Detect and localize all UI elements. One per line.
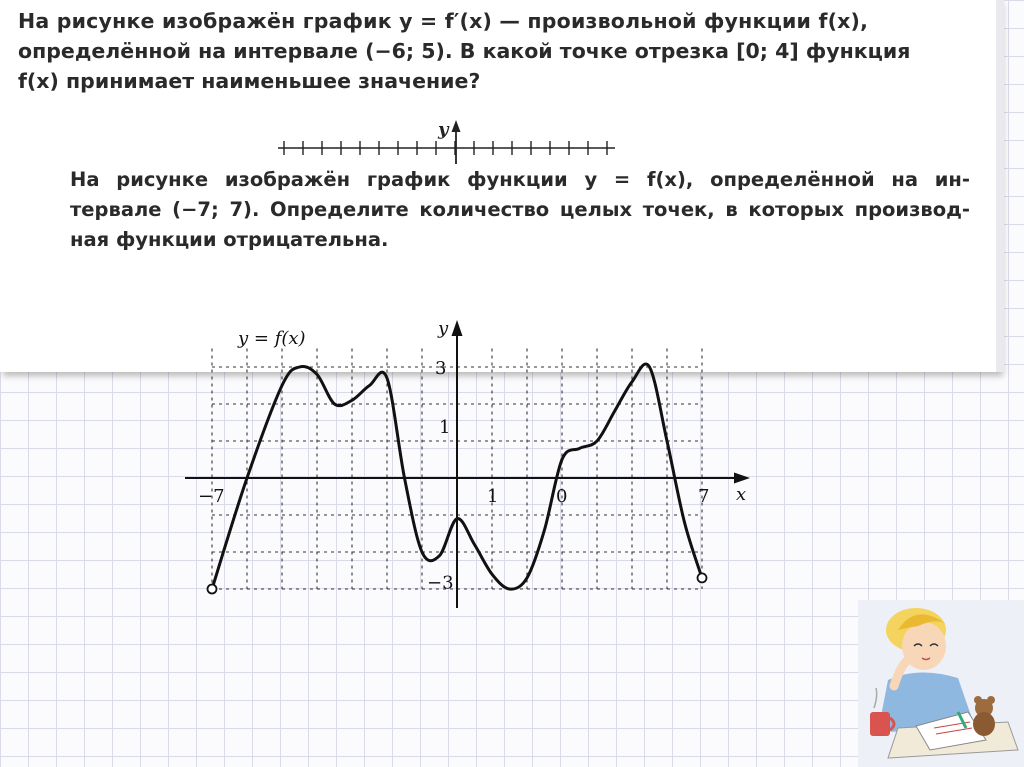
open-endpoint bbox=[698, 573, 707, 582]
problem-2-line-3: ная функции отрицательна. bbox=[70, 228, 389, 251]
open-endpoint bbox=[208, 585, 217, 594]
problem-1-text bbox=[18, 6, 988, 96]
y-axis-label: y bbox=[438, 318, 449, 339]
y-tick-label: −3 bbox=[427, 572, 454, 594]
problem-2-line-2: тервале (−7; 7). Определите количество целых точек, в которых производ- bbox=[70, 198, 970, 221]
y-tick-label: 1 bbox=[439, 417, 451, 439]
ruler-y-arrow-icon bbox=[452, 120, 461, 132]
problem-1-line-3: f(x) принимает наименьшее значение? bbox=[18, 69, 481, 93]
function-chart bbox=[170, 310, 770, 610]
ruler-y-label: y bbox=[438, 119, 449, 140]
x-tick-label: 0 bbox=[556, 486, 568, 507]
thinking-student-icon bbox=[858, 600, 1024, 767]
y-tick-label: 3 bbox=[435, 358, 447, 379]
paper-edge bbox=[996, 0, 1004, 372]
tick-labels bbox=[198, 358, 709, 594]
problem-1-line-2: определённой на интервале (−6; 5). В какой точке отрезка [0; 4] функция bbox=[18, 39, 911, 63]
y-axis-arrow-icon bbox=[452, 320, 463, 336]
problem-1-line-1: На рисунке изображён график y = f′(x) — произвольной функции f(x), bbox=[18, 9, 869, 33]
problem-2-line-1: На рисунке изображён график функции y = f(x), определённой на ин- bbox=[70, 168, 970, 191]
chart-title: y = f(x) bbox=[238, 328, 306, 349]
x-axis-label: x bbox=[736, 484, 747, 505]
derivative-graph-fragment bbox=[270, 112, 630, 168]
x-tick-label: 7 bbox=[698, 486, 710, 507]
x-axis-arrow-icon bbox=[734, 473, 750, 484]
problem-2-text bbox=[70, 165, 970, 255]
x-tick-label: 1 bbox=[487, 486, 499, 507]
x-tick-label: −7 bbox=[198, 486, 225, 507]
